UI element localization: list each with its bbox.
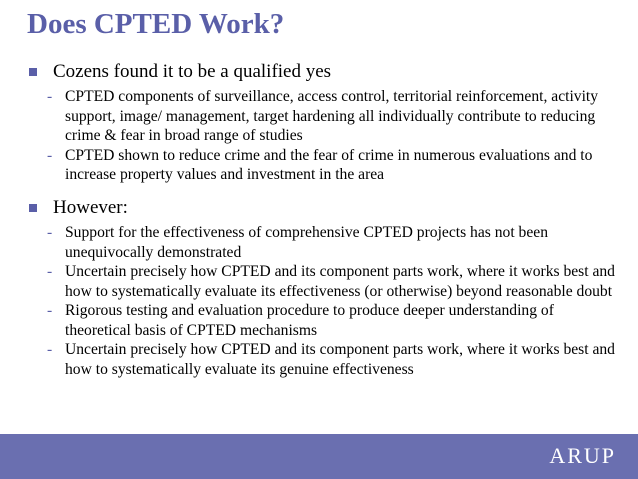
arup-logo: ARUP (549, 443, 616, 468)
sub-item (39, 223, 620, 262)
sub-list (27, 223, 620, 379)
dash-bullet-icon: - (47, 302, 53, 319)
sub-item-text: Uncertain precisely how CPTED and its component parts work, where it works best and how to systematically evaluate its genuine effectiveness (65, 341, 615, 378)
square-bullet-icon (29, 204, 37, 212)
sub-item (39, 146, 620, 185)
sub-item-text: Rigorous testing and evaluation procedure to produce deeper understanding of theoretical basis of CPTED mechanisms (65, 302, 554, 339)
square-bullet-icon (29, 68, 37, 76)
sub-item (39, 340, 620, 379)
bullet-text: However: (53, 197, 128, 218)
bullet-item (27, 197, 620, 219)
bullet-section-1 (27, 61, 620, 185)
bullet-section-2 (27, 197, 620, 379)
sub-item (39, 262, 620, 301)
slide-title: Does CPTED Work? (27, 8, 285, 40)
sub-item-text: CPTED shown to reduce crime and the fear of crime in numerous evaluations and to increase property values and investment in the area (65, 146, 593, 183)
dash-bullet-icon: - (47, 263, 53, 280)
sub-item-text: CPTED components of surveillance, access control, territorial reinforcement, activity support, image/ management, target hardening all individually contribute to reducing crime & fear in broad range of studies (65, 88, 599, 144)
bullet-item (27, 61, 620, 83)
sub-item-text: Support for the effectiveness of comprehensive CPTED projects has not been unequivocally demonstrated (65, 224, 548, 261)
dash-bullet-icon: - (47, 341, 53, 358)
sub-item-text: Uncertain precisely how CPTED and its component parts work, where it works best and how to systematically evaluate its effectiveness (or otherwise) beyond reasonable doubt (65, 263, 615, 300)
bullet-text: Cozens found it to be a qualified yes (53, 61, 332, 82)
sub-list (27, 87, 620, 185)
footer-bar (0, 434, 638, 479)
dash-bullet-icon: - (47, 88, 53, 105)
dash-bullet-icon: - (47, 224, 53, 241)
dash-bullet-icon: - (47, 146, 53, 164)
sub-item (39, 301, 620, 340)
sub-item (39, 87, 620, 146)
